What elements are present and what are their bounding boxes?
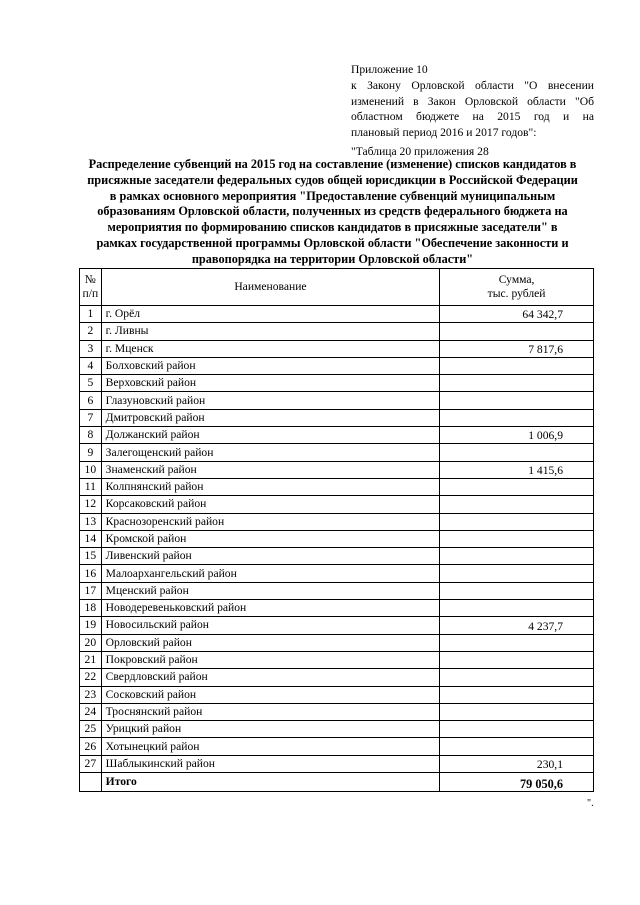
row-number: 7: [80, 409, 102, 426]
row-name: Троснянский район: [101, 703, 440, 720]
table-header-row: [80, 269, 594, 306]
row-number: 16: [80, 565, 102, 582]
table-row: [80, 530, 594, 547]
row-number: 15: [80, 548, 102, 565]
row-name: Кромской район: [101, 530, 440, 547]
table-row: [80, 513, 594, 530]
appendix-number: Приложение 10: [351, 63, 428, 76]
row-sum: [440, 548, 594, 565]
row-name: г. Ливны: [101, 323, 440, 340]
header-sum-label: Сумма,: [498, 273, 535, 286]
table-row: [80, 721, 594, 738]
table-row: [80, 427, 594, 444]
row-number: 23: [80, 686, 102, 703]
row-number: 11: [80, 478, 102, 495]
title-line: рамках государственной программы Орловской области "Обеспечение законности и: [96, 235, 569, 250]
appendix-header: [351, 62, 594, 141]
row-sum: 1 006,9: [440, 427, 594, 444]
document-title: [60, 157, 605, 268]
appendix-law-line: изменений в Закон Орловской области "Об: [351, 94, 594, 108]
row-number: 1: [80, 306, 102, 323]
row-number: 21: [80, 651, 102, 668]
row-sum: [440, 375, 594, 392]
title-line: Распределение субвенций на 2015 год на составление (изменение) списков кандидатов в: [88, 157, 577, 171]
row-number: 2: [80, 323, 102, 340]
row-sum: [440, 478, 594, 495]
table-row: [80, 409, 594, 426]
closing-quote: ".: [587, 798, 594, 809]
row-number: 26: [80, 738, 102, 755]
row-name: Колпнянский район: [101, 478, 440, 495]
row-number: 19: [80, 617, 102, 634]
row-name: Урицкий район: [101, 721, 440, 738]
row-number: 12: [80, 496, 102, 513]
row-sum: [440, 409, 594, 426]
row-number: 20: [80, 634, 102, 651]
row-sum: [440, 651, 594, 668]
row-number: 14: [80, 530, 102, 547]
table-row: [80, 392, 594, 409]
row-sum: [440, 634, 594, 651]
row-sum: 230,1: [440, 755, 594, 772]
row-name: Корсаковский район: [101, 496, 440, 513]
table-row: [80, 600, 594, 617]
title-line: правопорядка на территории Орловской области": [191, 251, 474, 266]
row-number: 8: [80, 427, 102, 444]
table-row: [80, 686, 594, 703]
title-line: присяжные заседатели федеральных судов общей юрисдикции в Российской Федерации: [87, 172, 578, 187]
row-sum: [440, 669, 594, 686]
row-sum: [440, 496, 594, 513]
table-row: [80, 703, 594, 720]
table-row: [80, 375, 594, 392]
appendix-law-line: областном бюджете на 2015 год и на: [351, 110, 594, 124]
row-name: г. Мценск: [101, 340, 440, 357]
row-name: Свердловский район: [101, 669, 440, 686]
row-sum: [440, 323, 594, 340]
row-sum: [440, 513, 594, 530]
title-line: мероприятия по формированию списков кандидатов в присяжные заседатели" в: [107, 220, 558, 235]
row-number: 22: [80, 669, 102, 686]
table-row: [80, 340, 594, 357]
table-row: [80, 323, 594, 340]
row-name: Сосковский район: [101, 686, 440, 703]
table-row: [80, 548, 594, 565]
row-number: 4: [80, 357, 102, 374]
row-number: 27: [80, 755, 102, 772]
row-sum: 7 817,6: [440, 340, 594, 357]
total-label: Итого: [101, 773, 440, 792]
row-name: Глазуновский район: [101, 392, 440, 409]
table-row: [80, 444, 594, 461]
row-number: 3: [80, 340, 102, 357]
row-name: Краснозоренский район: [101, 513, 440, 530]
row-sum: [440, 444, 594, 461]
row-name: Знаменский район: [101, 461, 440, 478]
table-row: [80, 478, 594, 495]
row-number: 18: [80, 600, 102, 617]
appendix-law-line: к Закону Орловской области "О внесении: [351, 78, 594, 92]
row-number: 5: [80, 375, 102, 392]
table-row: [80, 306, 594, 323]
header-num-symbol: №: [84, 273, 96, 286]
row-sum: [440, 686, 594, 703]
row-sum: 4 237,7: [440, 617, 594, 634]
total-number: [80, 773, 102, 792]
table-total-row: [80, 773, 594, 792]
table-row: [80, 634, 594, 651]
row-name: Дмитровский район: [101, 409, 440, 426]
row-name: Мценский район: [101, 582, 440, 599]
table-row: [80, 669, 594, 686]
header-num-abbr: п/п: [82, 287, 99, 300]
header-sum: [440, 269, 594, 306]
table-row: [80, 651, 594, 668]
row-name: Орловский район: [101, 634, 440, 651]
row-name: Покровский район: [101, 651, 440, 668]
row-name: Болховский район: [101, 357, 440, 374]
table-row: [80, 461, 594, 478]
row-name: Хотынецкий район: [101, 738, 440, 755]
row-name: Новодеревеньковский район: [101, 600, 440, 617]
row-sum: [440, 721, 594, 738]
row-sum: [440, 703, 594, 720]
table-reference: "Таблица 20 приложения 28: [351, 145, 489, 158]
row-sum: [440, 357, 594, 374]
row-sum: [440, 582, 594, 599]
row-sum: [440, 600, 594, 617]
row-number: 10: [80, 461, 102, 478]
total-sum: 79 050,6: [440, 773, 594, 792]
table-row: [80, 738, 594, 755]
row-sum: [440, 530, 594, 547]
row-number: 24: [80, 703, 102, 720]
table-row: [80, 617, 594, 634]
header-num: [80, 269, 102, 306]
row-sum: [440, 738, 594, 755]
row-number: 17: [80, 582, 102, 599]
row-name: Новосильский район: [101, 617, 440, 634]
subsidy-table: [79, 268, 594, 792]
header-sum-unit: тыс. рублей: [487, 287, 546, 300]
row-name: Залегощенский район: [101, 444, 440, 461]
row-sum: 64 342,7: [440, 306, 594, 323]
row-name: Ливенский район: [101, 548, 440, 565]
appendix-law-line: плановый период 2016 и 2017 годов":: [351, 126, 537, 140]
row-sum: [440, 392, 594, 409]
row-sum: [440, 565, 594, 582]
row-name: Верховский район: [101, 375, 440, 392]
row-name: Должанский район: [101, 427, 440, 444]
table-row: [80, 357, 594, 374]
row-number: 13: [80, 513, 102, 530]
table-row: [80, 565, 594, 582]
table-row: [80, 582, 594, 599]
row-number: 25: [80, 721, 102, 738]
table-row: [80, 755, 594, 772]
row-name: Малоархангельский район: [101, 565, 440, 582]
row-name: г. Орёл: [101, 306, 440, 323]
row-number: 9: [80, 444, 102, 461]
table-row: [80, 496, 594, 513]
title-line: в рамках основного мероприятия "Предоставление субвенций муниципальным: [109, 188, 556, 203]
row-sum: 1 415,6: [440, 461, 594, 478]
row-number: 6: [80, 392, 102, 409]
header-name: Наименование: [101, 269, 440, 306]
title-line: образованиям Орловской области, полученных из средств федерального бюджета на: [97, 204, 568, 219]
row-name: Шаблыкинский район: [101, 755, 440, 772]
